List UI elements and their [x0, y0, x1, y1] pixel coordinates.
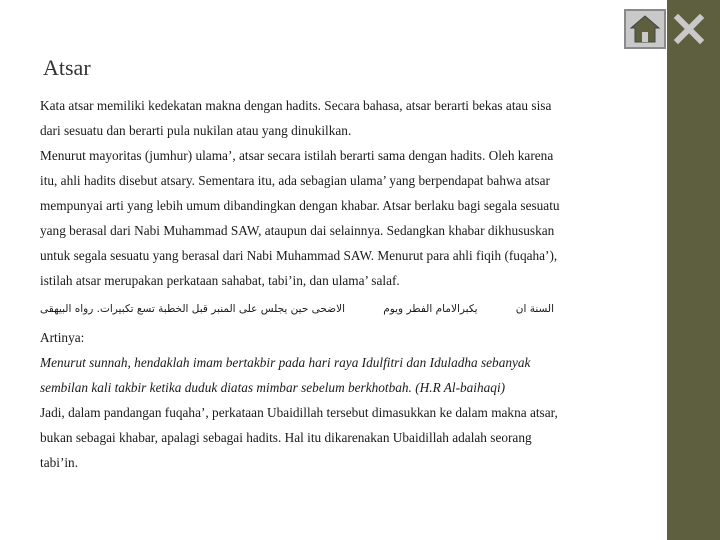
- slide-nav: [624, 9, 706, 49]
- arabic-part-3: الاضحى حين يجلس على المنبر قبل الخطبة تسع تكبيرات. رواه البيهقى: [40, 303, 345, 315]
- arabic-part-1: السنة ان: [515, 303, 554, 315]
- close-button[interactable]: [672, 9, 706, 49]
- right-sidebar: [667, 0, 720, 540]
- arabic-part-2: يكبرالامام الفطر ويوم: [383, 303, 478, 315]
- body-text: [40, 93, 565, 475]
- translation-text: Menurut sunnah, hendaklah imam bertakbir pada hari raya Idulfitri dan Iduladha sebanyak sembilan kali takbir ketika duduk diatas mimbar sebelum berkhotbah. (H.R Al-baihaqi): [40, 355, 531, 395]
- arabic-quote: [40, 297, 554, 321]
- artinya-label: Artinya:: [40, 330, 85, 345]
- paragraph-jumhur: Menurut mayoritas (jumhur) ulama’, atsar secara istilah berarti sama dengan hadits. Oleh karena itu, ahli hadits disebut atsary. Sementara itu, ada sebagian ulama’ yang berpendapat bahwa atsar mempunyai arti yang lebih umum dibandingkan dengan khabar. Atsar berlaku bagi segala sesuatu yang berasal dari Nabi Muhammad SAW, ataupun dai selainnya. Sedangkan khabar dikhususkan untuk segala sesuatu yang berasal dari Nabi Muhammad SAW. Menurut para ahli fiqih (fuqaha’), istilah atsar merupakan perkataan sahabat, tabi’in, dan ulama’ salaf.: [40, 148, 560, 288]
- close-icon: [673, 13, 705, 45]
- home-icon: [628, 13, 662, 45]
- paragraph-definition: Kata atsar memiliki kedekatan makna dengan hadits. Secara bahasa, atsar berarti bekas atau sisa dari sesuatu dan berarti pula nukilan atau yang dinukilkan.: [40, 98, 552, 138]
- paragraph-conclusion: Jadi, dalam pandangan fuqaha’, perkataan Ubaidillah tersebut dimasukkan ke dalam makna atsar, bukan sebagai khabar, apalagi sebagai hadits. Hal itu dikarenakan Ubaidillah adalah seorang tabi’in.: [40, 405, 558, 470]
- home-button[interactable]: [624, 9, 666, 49]
- slide-title: Atsar: [43, 55, 91, 80]
